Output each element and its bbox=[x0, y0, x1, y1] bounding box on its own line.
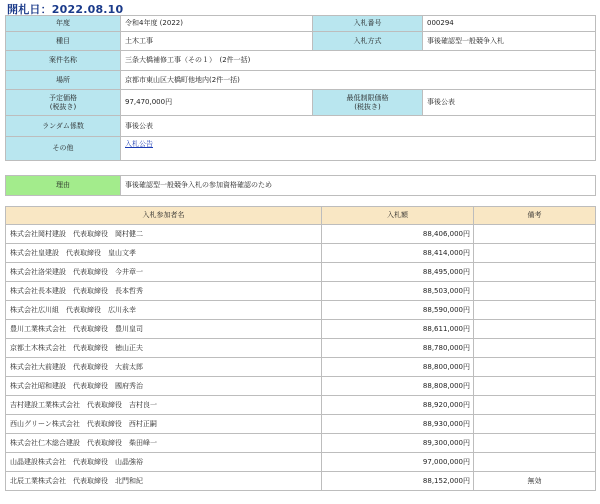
bid-amount: 88,808,000円 bbox=[322, 377, 474, 396]
bidder-name: 西山グリーン株式会社 代表取締役 西村正嗣 bbox=[6, 415, 322, 434]
table-row bbox=[6, 339, 596, 358]
bidder-name: 京都土木株式会社 代表取締役 徳山正夫 bbox=[6, 339, 322, 358]
table-row bbox=[6, 301, 596, 320]
bid-note bbox=[474, 377, 596, 396]
minimum-price-label-line1: 最低制限価格 bbox=[346, 93, 389, 102]
bidder-name: 株式会社長本建設 代表取締役 長本哲秀 bbox=[6, 282, 322, 301]
bid-note bbox=[474, 358, 596, 377]
location-value: 京都市東山区大橋町他地内(2件一括) bbox=[121, 71, 596, 90]
table-row bbox=[6, 415, 596, 434]
random-coefficient-value: 事後公表 bbox=[121, 116, 596, 137]
minimum-price-value: 事後公表 bbox=[423, 90, 596, 116]
bid-amount: 89,300,000円 bbox=[322, 434, 474, 453]
note-header: 備考 bbox=[474, 207, 596, 225]
table-row bbox=[6, 396, 596, 415]
bid-note: 無効 bbox=[474, 472, 596, 491]
bid-amount: 88,920,000円 bbox=[322, 396, 474, 415]
bid-note bbox=[474, 225, 596, 244]
reason-value: 事後確認型一般競争入札の参加資格確認のため bbox=[121, 176, 596, 196]
nendo-value: 令和4年度 (2022) bbox=[121, 16, 313, 32]
category-label: 種目 bbox=[6, 32, 121, 51]
bidder-name: 北辰工業株式会社 代表取締役 北門和紀 bbox=[6, 472, 322, 491]
bid-method-value: 事後確認型一般競争入札 bbox=[423, 32, 596, 51]
bid-amount: 88,800,000円 bbox=[322, 358, 474, 377]
minimum-price-label-line2: (税抜き) bbox=[354, 102, 381, 111]
bid-note bbox=[474, 453, 596, 472]
table-row bbox=[6, 244, 596, 263]
bid-notice-link[interactable]: 入札公告 bbox=[125, 140, 153, 148]
random-coefficient-label: ランダム係数 bbox=[6, 116, 121, 137]
project-name-value: 三条大橋補修工事（その１） (2件一括) bbox=[121, 51, 596, 71]
bid-number-value: 000294 bbox=[423, 16, 596, 32]
bidder-name: 山晶建設株式会社 代表取締役 山晶強裕 bbox=[6, 453, 322, 472]
table-row bbox=[6, 282, 596, 301]
bid-note bbox=[474, 320, 596, 339]
nendo-label: 年度 bbox=[6, 16, 121, 32]
reason-label: 理由 bbox=[6, 176, 121, 196]
table-row bbox=[6, 225, 596, 244]
bid-amount: 88,780,000円 bbox=[322, 339, 474, 358]
bidder-header: 入札参加者名 bbox=[6, 207, 322, 225]
opening-date: 開札日：2022.08.10 bbox=[7, 3, 124, 16]
reason-table bbox=[5, 175, 596, 196]
bidder-name: 株式会社洛栄建設 代表取締役 今井章一 bbox=[6, 263, 322, 282]
bid-number-label: 入札番号 bbox=[313, 16, 423, 32]
minimum-price-label bbox=[313, 90, 423, 116]
bid-amount: 88,152,000円 bbox=[322, 472, 474, 491]
bidder-name: 株式会社昭和建設 代表取締役 國府秀治 bbox=[6, 377, 322, 396]
table-row bbox=[6, 358, 596, 377]
bid-note bbox=[474, 415, 596, 434]
estimated-price-value: 97,470,000円 bbox=[121, 90, 313, 116]
estimated-price-label bbox=[6, 90, 121, 116]
table-row bbox=[6, 320, 596, 339]
bidder-name: 株式会社仁木総合建設 代表取締役 柴田峰一 bbox=[6, 434, 322, 453]
table-row bbox=[6, 263, 596, 282]
bid-note bbox=[474, 301, 596, 320]
other-label: その他 bbox=[6, 137, 121, 161]
bid-note bbox=[474, 396, 596, 415]
bid-amount: 88,590,000円 bbox=[322, 301, 474, 320]
bid-amount: 88,495,000円 bbox=[322, 263, 474, 282]
table-row bbox=[6, 377, 596, 396]
table-row bbox=[6, 472, 596, 491]
bid-amount: 88,611,000円 bbox=[322, 320, 474, 339]
bid-info-table bbox=[5, 15, 596, 161]
bid-method-label: 入札方式 bbox=[313, 32, 423, 51]
project-name-label: 案件名称 bbox=[6, 51, 121, 71]
bid-note bbox=[474, 434, 596, 453]
bidder-name: 株式会社大前建設 代表取締役 大前太郎 bbox=[6, 358, 322, 377]
table-row bbox=[6, 453, 596, 472]
amount-header: 入札額 bbox=[322, 207, 474, 225]
location-label: 場所 bbox=[6, 71, 121, 90]
bid-note bbox=[474, 282, 596, 301]
bid-note bbox=[474, 244, 596, 263]
bid-amount: 88,930,000円 bbox=[322, 415, 474, 434]
estimated-price-label-line2: (税抜き) bbox=[49, 102, 77, 111]
bidder-name: 吉村建設工業株式会社 代表取締役 吉村良一 bbox=[6, 396, 322, 415]
bidder-name: 株式会社広川組 代表取締役 広川永幸 bbox=[6, 301, 322, 320]
bidder-name: 株式会社皇建設 代表取締役 皇山文孝 bbox=[6, 244, 322, 263]
bid-results-table bbox=[5, 206, 596, 491]
bid-amount: 88,503,000円 bbox=[322, 282, 474, 301]
bidder-name: 豊川工業株式会社 代表取締役 豊川皇司 bbox=[6, 320, 322, 339]
bid-note bbox=[474, 263, 596, 282]
bid-amount: 88,414,000円 bbox=[322, 244, 474, 263]
bid-amount: 97,000,000円 bbox=[322, 453, 474, 472]
category-value: 土木工事 bbox=[121, 32, 313, 51]
other-value bbox=[121, 137, 596, 161]
bidder-name: 株式会社岡村建設 代表取締役 岡村健二 bbox=[6, 225, 322, 244]
bid-note bbox=[474, 339, 596, 358]
estimated-price-label-line1: 予定価格 bbox=[49, 93, 77, 102]
table-row bbox=[6, 434, 596, 453]
bid-amount: 88,406,000円 bbox=[322, 225, 474, 244]
